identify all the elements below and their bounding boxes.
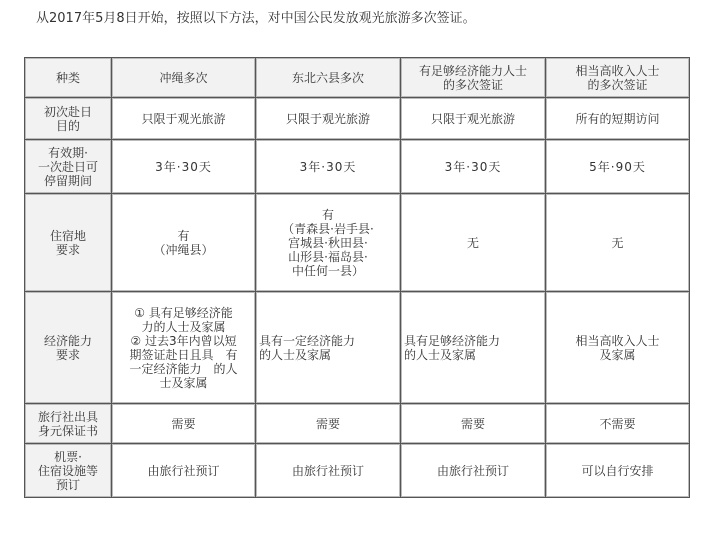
row-label (25, 292, 112, 404)
row-label (25, 98, 112, 140)
header-okinawa (112, 58, 256, 98)
cell-sufficient-income (401, 444, 546, 498)
row-label-line: 预订 (55, 477, 80, 492)
visa-table-body (25, 58, 690, 498)
cell-tohoku (256, 444, 401, 498)
cell-okinawa-line: 只限于观光旅游 (141, 111, 226, 126)
row-label (25, 404, 112, 444)
cell-tohoku (256, 140, 401, 194)
cell-sufficient-income-line: 无 (466, 235, 479, 250)
cell-high-income-line: 所有的短期访问 (575, 111, 660, 126)
row-label (25, 444, 112, 498)
cell-tohoku-line: 只限于观光旅游 (285, 111, 370, 126)
cell-high-income-line: 5年·90天 (589, 159, 646, 174)
header-high-income-line: 相当高收入人士 (575, 63, 660, 78)
cell-high-income (546, 98, 690, 140)
cell-sufficient-income (401, 194, 546, 292)
cell-sufficient-income-line: 需要 (460, 416, 485, 431)
row-label-line: 机票· (54, 449, 82, 464)
cell-okinawa-line: 期签证赴日且具 有 (129, 347, 238, 362)
table-row (25, 98, 690, 140)
cell-high-income (546, 140, 690, 194)
cell-okinawa-line: 有 (177, 228, 190, 243)
cell-tohoku (256, 404, 401, 444)
cell-okinawa (112, 194, 256, 292)
visa-comparison-table (24, 57, 690, 498)
cell-okinawa (112, 292, 256, 404)
cell-sufficient-income (401, 292, 546, 404)
cell-high-income (546, 404, 690, 444)
row-label-line: 住宿地 (49, 228, 86, 243)
cell-okinawa-line: 由旅行社预订 (147, 463, 220, 478)
cell-tohoku-line: 有 (321, 207, 334, 222)
row-label (25, 194, 112, 292)
cell-tohoku-line: 由旅行社预订 (291, 463, 364, 478)
table-row (25, 404, 690, 444)
table-header-row (25, 58, 690, 98)
cell-sufficient-income-line: 只限于观光旅游 (430, 111, 515, 126)
row-label-line: 初次赴日 (43, 104, 92, 119)
cell-high-income-line: 相当高收入人士 (575, 333, 660, 348)
header-high-income-line: 的多次签证 (587, 77, 648, 92)
cell-tohoku-line: （青森县·岩手县· (282, 221, 374, 236)
cell-tohoku-line: 3年·30天 (299, 159, 357, 174)
header-okinawa-line: 冲绳多次 (159, 70, 208, 85)
row-label-line: 旅行社出具 (37, 409, 98, 424)
cell-high-income-line: 可以自行安排 (581, 463, 654, 478)
cell-tohoku-line: 需要 (315, 416, 340, 431)
cell-okinawa-line: ① 具有足够经济能 (134, 305, 233, 320)
cell-sufficient-income-line: 具有足够经济能力 (404, 333, 501, 348)
cell-high-income-line: 不需要 (599, 416, 636, 431)
cell-high-income (546, 194, 690, 292)
cell-sufficient-income (401, 98, 546, 140)
cell-okinawa-line: 3年·30天 (155, 159, 212, 174)
cell-high-income-line: 无 (611, 235, 624, 250)
cell-sufficient-income-line: 3年·30天 (444, 159, 502, 174)
cell-tohoku-line: 中任何一县） (291, 263, 364, 278)
header-type-line: 种类 (55, 70, 80, 85)
row-label-line: 经济能力 (43, 333, 92, 348)
cell-okinawa-line: 士及家属 (159, 375, 208, 390)
cell-tohoku-line: 的人士及家属 (259, 347, 332, 362)
table-row (25, 194, 690, 292)
header-tohoku-line: 东北六县多次 (291, 70, 364, 85)
cell-high-income-line: 及家属 (599, 347, 636, 362)
cell-sufficient-income (401, 404, 546, 444)
cell-okinawa (112, 444, 256, 498)
header-type (25, 58, 112, 98)
cell-okinawa (112, 404, 256, 444)
header-sufficient-income-line: 有足够经济能力人士 (418, 63, 527, 78)
cell-tohoku-line: 宫城县·秋田县· (288, 235, 368, 250)
header-tohoku (256, 58, 401, 98)
cell-okinawa (112, 98, 256, 140)
cell-okinawa-line: ② 过去3年内曾以短 (130, 333, 237, 348)
cell-tohoku-line: 山形县·福岛县· (288, 249, 368, 264)
cell-sufficient-income (401, 140, 546, 194)
row-label-line: 要求 (55, 242, 80, 257)
cell-okinawa-line: 一定经济能力 的人 (129, 361, 238, 376)
row-label-line: 住宿设施等 (37, 463, 98, 478)
table-row (25, 140, 690, 194)
cell-okinawa (112, 140, 256, 194)
cell-okinawa-line: 需要 (171, 416, 196, 431)
cell-okinawa-line: 力的人士及家属 (141, 319, 226, 334)
row-label-line: 一次赴日可 (37, 159, 98, 174)
row-label-line: 身元保证书 (37, 423, 98, 438)
header-sufficient-income-line: 的多次签证 (442, 77, 503, 92)
cell-high-income (546, 444, 690, 498)
cell-tohoku-line: 具有一定经济能力 (259, 333, 356, 348)
cell-tohoku (256, 292, 401, 404)
table-row (25, 292, 690, 404)
cell-sufficient-income-line: 的人士及家属 (404, 347, 477, 362)
row-label-line: 有效期· (48, 145, 88, 160)
cell-tohoku (256, 194, 401, 292)
header-high-income (546, 58, 690, 98)
row-label-line: 要求 (55, 347, 80, 362)
cell-okinawa-line: （冲绳县） (153, 242, 214, 257)
row-label-line: 停留期间 (43, 173, 92, 188)
header-sufficient-income (401, 58, 546, 98)
cell-sufficient-income-line: 由旅行社预订 (436, 463, 509, 478)
cell-tohoku (256, 98, 401, 140)
row-label-line: 目的 (55, 118, 80, 133)
table-row (25, 444, 690, 498)
cell-high-income (546, 292, 690, 404)
row-label (25, 140, 112, 194)
intro-text: 从2017年5月8日开始，按照以下方法，对中国公民发放观光旅游多次签证。 (36, 11, 476, 26)
